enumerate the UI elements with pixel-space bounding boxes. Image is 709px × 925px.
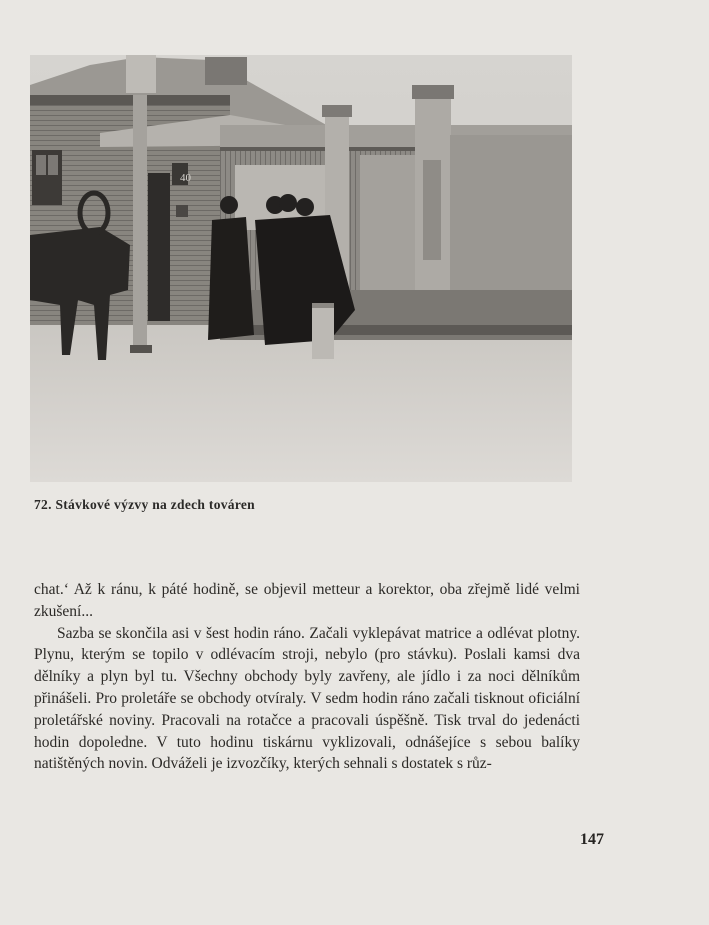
bollard bbox=[312, 303, 334, 359]
body-text bbox=[34, 579, 580, 775]
street-scene-image bbox=[30, 55, 572, 482]
figure-caption: 72. Stávkové výzvy na zdech továren bbox=[34, 497, 255, 512]
house-number-sign: 40 bbox=[180, 172, 191, 184]
paragraph: Sazba se skončila asi v šest hodin ráno. Začali vyklepávat matrice a odlévat plotny. Plynu, kterým se topilo v odlévacím stroji, nebylo (pro stávku). Poslali kamsi dva dělníky a plyn byl tu. Všechny obchody byly zavřeny, ale jídlo i za noci dělníkům přinášeli. Pro proletáře se obchody otvíraly. V sedm hodin ráno začali tisknout oficiální proletářské noviny. Pracovali na rotačce a pracovali úspěšně. Tisk trval do jedenácti hodin dopoledne. V tuto hodinu tiskárnu vyklizovali, odnášejíce s sebou balíky natištěných novin. Odváželi je izvozčíky, kterých sehnali s dostatek s růz- bbox=[34, 624, 580, 773]
paragraph: chat.‘ Až k ránu, k páté hodině, se objevil metteur a korektor, oba zřejmě lidé velmi zkušení... bbox=[34, 581, 580, 620]
figure-photo bbox=[30, 55, 572, 482]
page-number: 147 bbox=[580, 831, 604, 848]
